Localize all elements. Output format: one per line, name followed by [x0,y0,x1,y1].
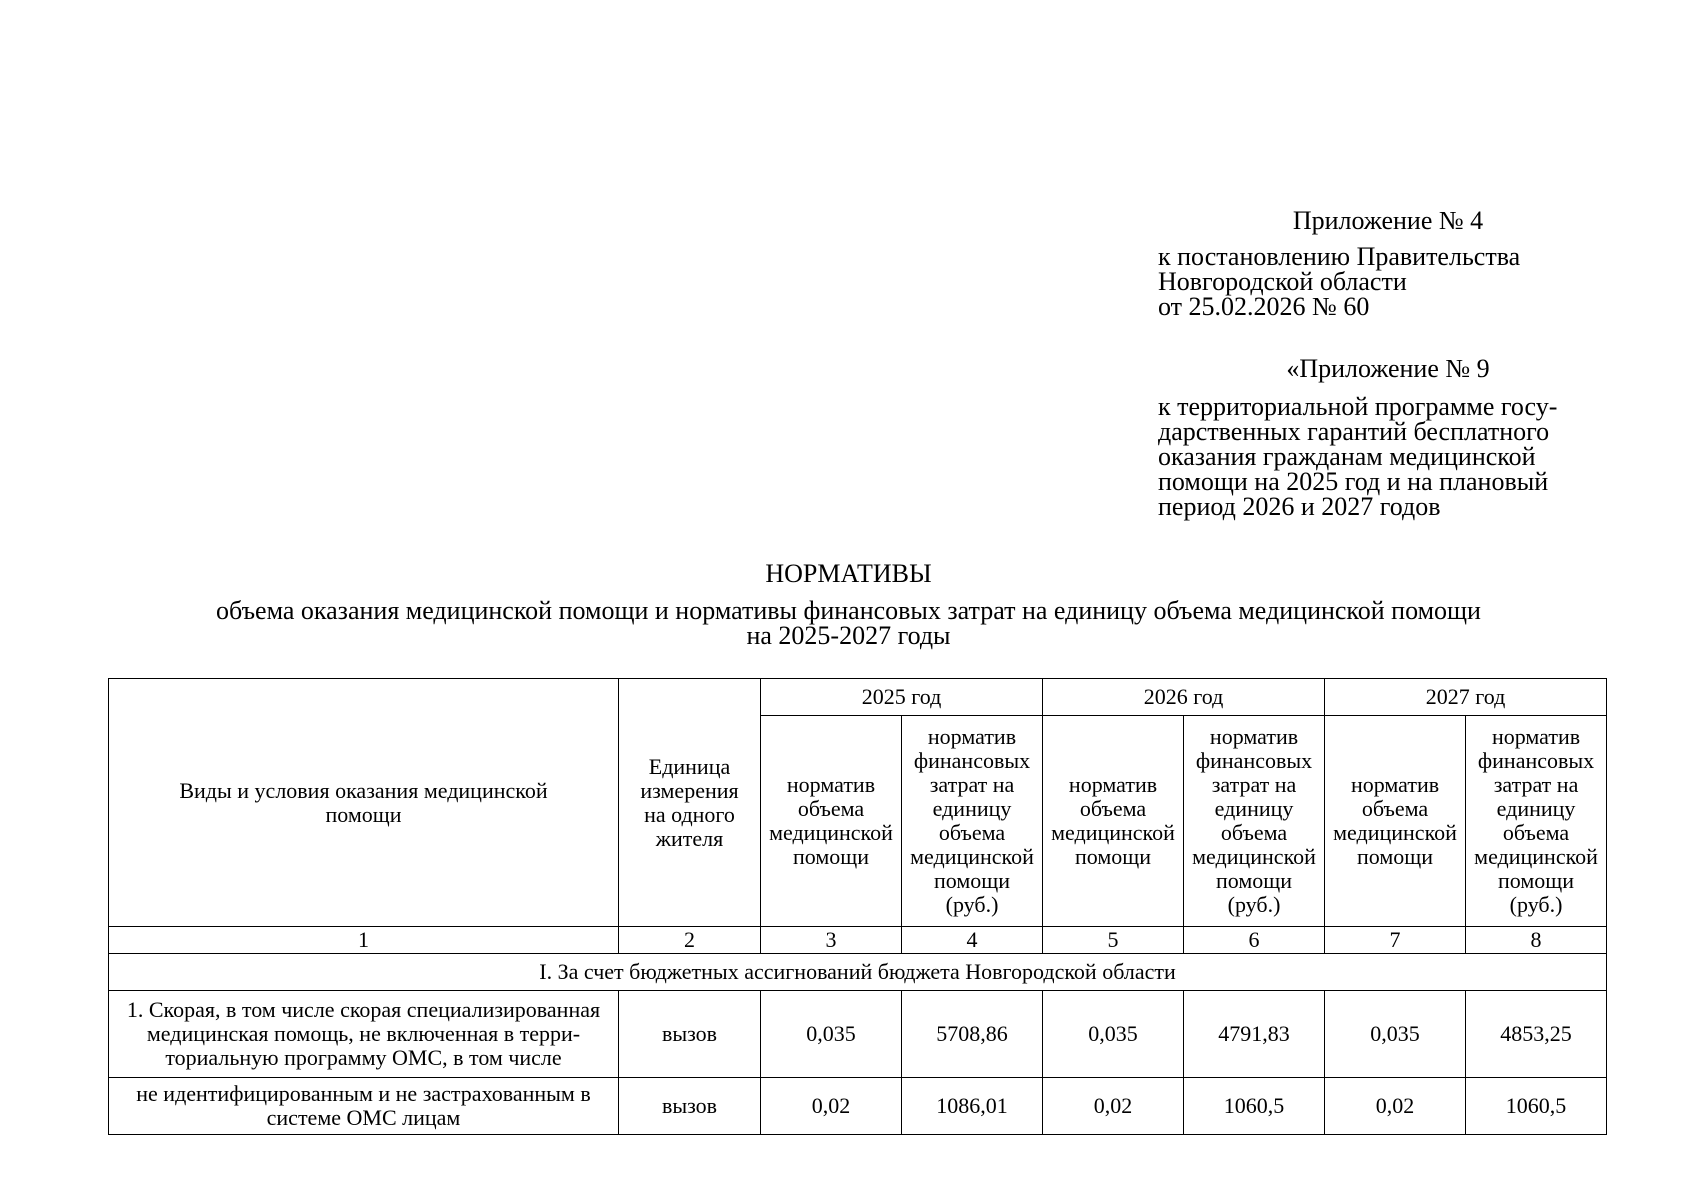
appendix-9-block [1158,356,1618,519]
column-number: 3 [761,927,902,954]
document-subtitle-line: объема оказания медицинской помощи и нормативы финансовых затрат на единицу объема медицинской помощи [216,596,1481,625]
appendix-9-line: период 2026 и 2027 годов [1158,492,1441,521]
appendix-4-line: Новгородской области [1158,267,1407,296]
row-label: 1. Скорая, в том числе скорая специализированная медицинская помощь, не включенная в терри- ториальную программу ОМС, в том числе [109,991,619,1078]
column-number: 1 [109,927,619,954]
row-value: 1086,01 [902,1078,1043,1135]
appendix-4-title: Приложение № 4 [1292,206,1484,235]
subheader-cost: норматив финансовых затрат на единицу объема медицинской помощи (руб.) [902,716,1043,927]
row-value: 0,035 [1325,991,1466,1078]
table-row [109,991,1607,1078]
appendix-4-block [1158,208,1618,319]
appendix-9-line: к территориальной программе госу- [1158,392,1558,421]
row-label: не идентифицированным и не застрахованным в системе ОМС лицам [109,1078,619,1135]
row-value: 0,02 [1325,1078,1466,1135]
column-number: 4 [902,927,1043,954]
column-number: 7 [1325,927,1466,954]
subheader-cost: норматив финансовых затрат на единицу объема медицинской помощи (руб.) [1466,716,1607,927]
year-header-2027: 2027 год [1325,679,1607,716]
column-number: 2 [619,927,761,954]
section-heading: I. За счет бюджетных ассигнований бюджета Новгородской области [109,954,1607,991]
row-value: 4791,83 [1184,991,1325,1078]
section-heading-row [109,954,1607,991]
row-value: 0,02 [761,1078,902,1135]
row-value: 0,035 [1043,991,1184,1078]
appendix-4-line: к постановлению Правительства [1158,242,1521,271]
column-number: 5 [1043,927,1184,954]
year-header-2025: 2025 год [761,679,1043,716]
row-unit: вызов [619,991,761,1078]
appendix-4-line: от 25.02.2026 № 60 [1158,292,1370,321]
column-number: 8 [1466,927,1607,954]
appendix-9-line: помощи на 2025 год и на плановый [1158,467,1549,496]
document-subtitle-line: на 2025-2027 годы [746,621,951,650]
subheader-volume: норматив объема медицинской помощи [1325,716,1466,927]
table-header-row [109,679,1607,716]
row-value: 0,035 [761,991,902,1078]
table-row [109,1078,1607,1135]
appendix-9-line: оказания гражданам медицинской [1158,442,1536,471]
row-unit: вызов [619,1078,761,1135]
subheader-volume: норматив объема медицинской помощи [761,716,902,927]
document-title: НОРМАТИВЫ [765,559,932,588]
year-header-2026: 2026 год [1043,679,1325,716]
column-header-unit: Единица измерения на одного жителя [619,679,761,927]
column-number: 6 [1184,927,1325,954]
appendix-9-title: «Приложение № 9 [1286,354,1490,383]
appendix-9-line: дарственных гарантий бесплатного [1158,417,1550,446]
column-number-row [109,927,1607,954]
column-header-type: Виды и условия оказания медицинской помощи [109,679,619,927]
subheader-cost: норматив финансовых затрат на единицу объема медицинской помощи (руб.) [1184,716,1325,927]
row-value: 5708,86 [902,991,1043,1078]
row-value: 1060,5 [1466,1078,1607,1135]
row-value: 0,02 [1043,1078,1184,1135]
subheader-volume: норматив объема медицинской помощи [1043,716,1184,927]
row-value: 1060,5 [1184,1078,1325,1135]
document-subtitle [100,598,1597,648]
row-value: 4853,25 [1466,991,1607,1078]
norms-table [108,678,1607,1135]
